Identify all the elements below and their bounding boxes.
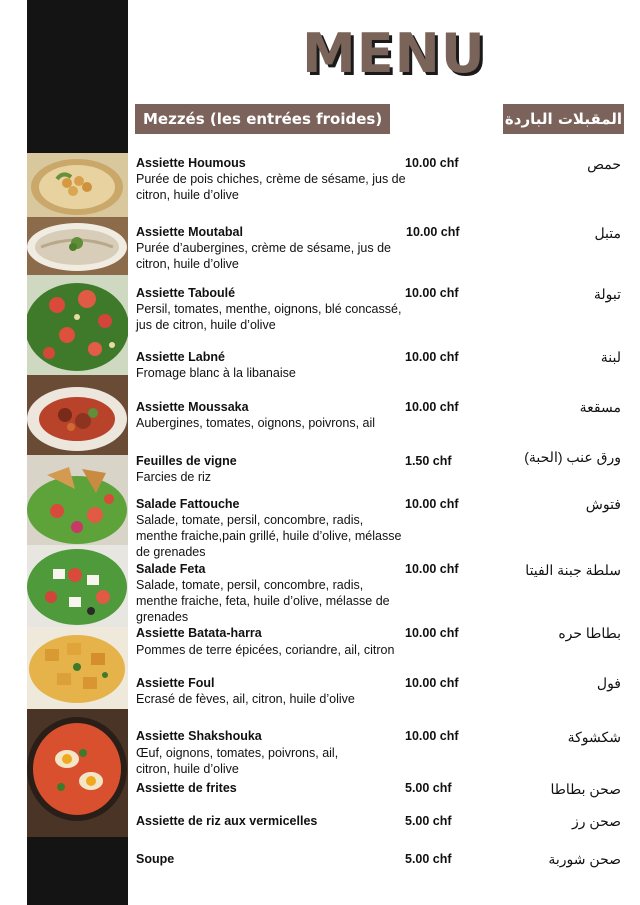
item-arabic-name: ورق عنب (الحبة) <box>524 449 621 465</box>
page-title: MENU <box>302 22 486 85</box>
item-desc: Fromage blanc à la libanaise <box>136 366 296 380</box>
item-arabic-name: بطاطا حره <box>558 625 621 641</box>
item-arabic-name: فول <box>596 675 621 691</box>
item-arabic-name: متبل <box>594 225 621 241</box>
item-desc: Salade, tomate, persil, concombre, radis, menthe fraiche,pain grillé, huile d’olive, mélasse de grenades <box>136 513 402 559</box>
item-price: 1.50 chf <box>405 454 452 468</box>
shakshouka-photo <box>27 709 128 837</box>
moutabal-photo <box>27 217 128 275</box>
item-desc: Pommes de terre épicées, coriandre, ail, citron <box>136 643 395 657</box>
item-price: 10.00 chf <box>405 286 459 300</box>
item-desc: Ecrasé de fèves, ail, citron, huile d’olive <box>136 692 355 706</box>
item-arabic-name: سلطة جبنة الفيتا <box>525 562 621 578</box>
moussaka-photo <box>27 375 128 455</box>
item-name: Assiette Foul <box>136 676 215 690</box>
item-name: Assiette de riz aux vermicelles <box>136 814 318 828</box>
item-price: 10.00 chf <box>405 562 459 576</box>
fattouche-photo <box>27 455 128 545</box>
item-name: Assiette Houmous <box>136 156 246 170</box>
item-price: 10.00 chf <box>405 676 459 690</box>
item-price: 10.00 chf <box>405 400 459 414</box>
item-desc: Farcies de riz <box>136 470 212 484</box>
item-name: Salade Fattouche <box>136 497 240 511</box>
item-price: 10.00 chf <box>405 350 459 364</box>
item-name: Assiette Moussaka <box>136 400 249 414</box>
item-arabic-name: صحن شوربة <box>548 851 621 867</box>
item-price: 5.00 chf <box>405 852 452 866</box>
item-price: 10.00 chf <box>405 729 459 743</box>
item-name: Assiette Batata-harra <box>136 626 262 640</box>
item-arabic-name: صحن بطاطا <box>550 781 621 797</box>
item-arabic-name: حمص <box>587 156 621 172</box>
item-arabic-name: صحن رز <box>572 813 621 829</box>
item-price: 10.00 chf <box>405 626 459 640</box>
item-desc: Aubergines, tomates, oignons, poivrons, ail <box>136 416 376 430</box>
item-desc: Purée d’aubergines, crème de sésame, jus de citron, huile d’olive <box>136 241 392 271</box>
item-price: 5.00 chf <box>405 814 452 828</box>
item-name: Assiette Labné <box>136 350 225 364</box>
item-desc: Salade, tomate, persil, concombre, radis, menthe fraiche, feta, huile d’olive, mélasse de grenades <box>136 578 390 624</box>
item-desc: Purée de pois chiches, crème de sésame, jus de citron, huile d’olive <box>136 172 406 202</box>
feta-salad-photo <box>27 545 128 627</box>
item-arabic-name: شكشوكة <box>567 729 621 745</box>
item-name: Assiette Taboulé <box>136 286 236 300</box>
item-arabic-name: مسقعة <box>579 399 621 415</box>
item-arabic-name: فتوش <box>585 496 621 512</box>
houmous-photo <box>27 153 128 217</box>
item-name: Assiette Moutabal <box>136 225 243 239</box>
item-price: 5.00 chf <box>405 781 452 795</box>
item-arabic-name: تبولة <box>593 286 621 302</box>
taboule-photo <box>27 275 128 375</box>
item-arabic-name: لبنة <box>600 349 621 365</box>
item-name: Salade Feta <box>136 562 206 576</box>
item-price: 10.00 chf <box>406 225 460 239</box>
section-title-arabic: المقبلات الباردة <box>503 104 624 134</box>
item-price: 10.00 chf <box>405 156 459 170</box>
item-name: Soupe <box>136 852 175 866</box>
item-price: 10.00 chf <box>405 497 459 511</box>
batata-harra-photo <box>27 627 128 709</box>
item-name: Assiette de frites <box>136 781 237 795</box>
item-desc: Œuf, oignons, tomates, poivrons, ail, citron, huile d’olive <box>136 746 339 776</box>
item-desc: Persil, tomates, menthe, oignons, blé concassé, jus de citron, huile d’olive <box>136 302 402 332</box>
item-name: Assiette Shakshouka <box>136 729 262 743</box>
item-name: Feuilles de vigne <box>136 454 237 468</box>
section-title-french: Mezzés (les entrées froides) <box>135 104 390 134</box>
